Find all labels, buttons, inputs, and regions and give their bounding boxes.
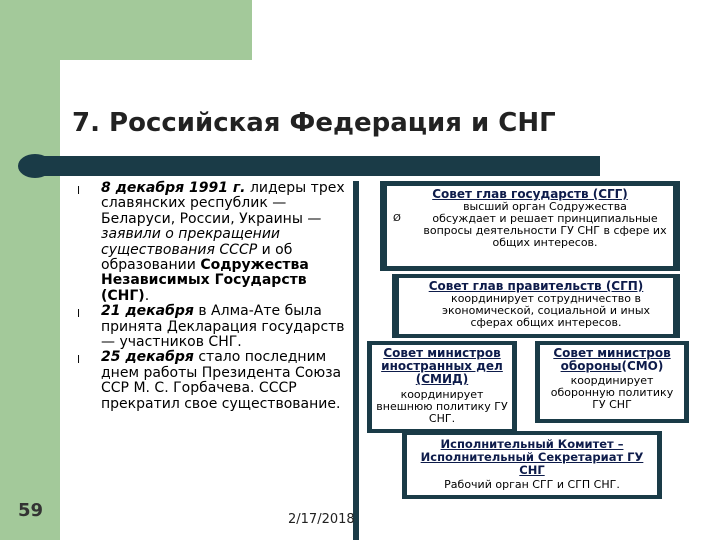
bullet-icon: l: [77, 307, 81, 321]
gov-council-heading: Совет глав правительств (СГП): [428, 279, 644, 293]
title-rule: [32, 156, 600, 176]
event-text: стало последним днем работы Президента Союза ССР М. С. Горбачева. СССР прекратил свое существование.: [101, 349, 342, 412]
defense-ministers-heading: Совет министров обороны(СМО): [553, 346, 671, 373]
event-quote: —заявили о прекращении существования СССР: [101, 210, 322, 258]
left-text-box: [64, 181, 353, 491]
executive-heading: Исполнительный Комитет – Исполнительный Секретариат ГУ СНГ: [420, 437, 644, 477]
event-text: .: [144, 287, 150, 304]
list-item: [64, 181, 353, 304]
executive-text: Рабочий орган СГГ и СГП СНГ.: [444, 478, 620, 491]
foreign-ministers-heading: Совет министров иностранных дел (СМИД): [381, 346, 503, 386]
executive-box: [406, 434, 658, 496]
decorative-green-side: [0, 0, 60, 540]
slide-date: 2/17/2018: [288, 512, 355, 527]
org-name: Содружества Независимых Государств (СНГ): [101, 257, 309, 304]
event-date: 8 декабря 1991 г.: [101, 180, 246, 196]
event-date: 21 декабря: [101, 303, 194, 320]
bullet-icon: l: [77, 184, 81, 197]
event-text: лидеры трех славянских республик — Беларуси, России, Украины: [101, 180, 345, 227]
heads-council-line2: Ø обсуждает и решает принципиальные вопросы деятельности ГУ СНГ в сфере их общих интересов.: [393, 212, 667, 249]
slide-title: 7. Российская Федерация и СНГ: [72, 108, 556, 138]
defense-ministers-text: координирует оборонную политику ГУ СНГ: [550, 374, 674, 411]
gov-council-box: [398, 277, 674, 335]
defense-ministers-box: [539, 344, 685, 420]
heads-council-heading: Совет глав государств (СГГ): [432, 187, 628, 201]
event-date: 25 декабря: [101, 349, 194, 366]
list-item: [64, 350, 353, 412]
list-item: [64, 304, 353, 350]
event-text: и об образовании: [101, 241, 293, 274]
foreign-ministers-box: [371, 344, 513, 430]
arrow-icon: Ø: [393, 213, 401, 224]
slide-number: 59: [18, 500, 44, 521]
heads-council-line1: высший орган Содружества: [463, 200, 627, 213]
gov-council-text: координирует сотрудничество в экономической, социальной и иных сферах общих интересов.: [441, 292, 651, 329]
bullet-icon: l: [77, 353, 81, 367]
heads-council-box: [386, 185, 674, 267]
event-text: в Алма-Ате была принята Декларация государств — участников СНГ.: [101, 303, 345, 351]
divider-line: [353, 181, 359, 540]
foreign-ministers-text: координирует внешнюю политику ГУ СНГ.: [376, 388, 508, 425]
event-list: [64, 181, 353, 412]
